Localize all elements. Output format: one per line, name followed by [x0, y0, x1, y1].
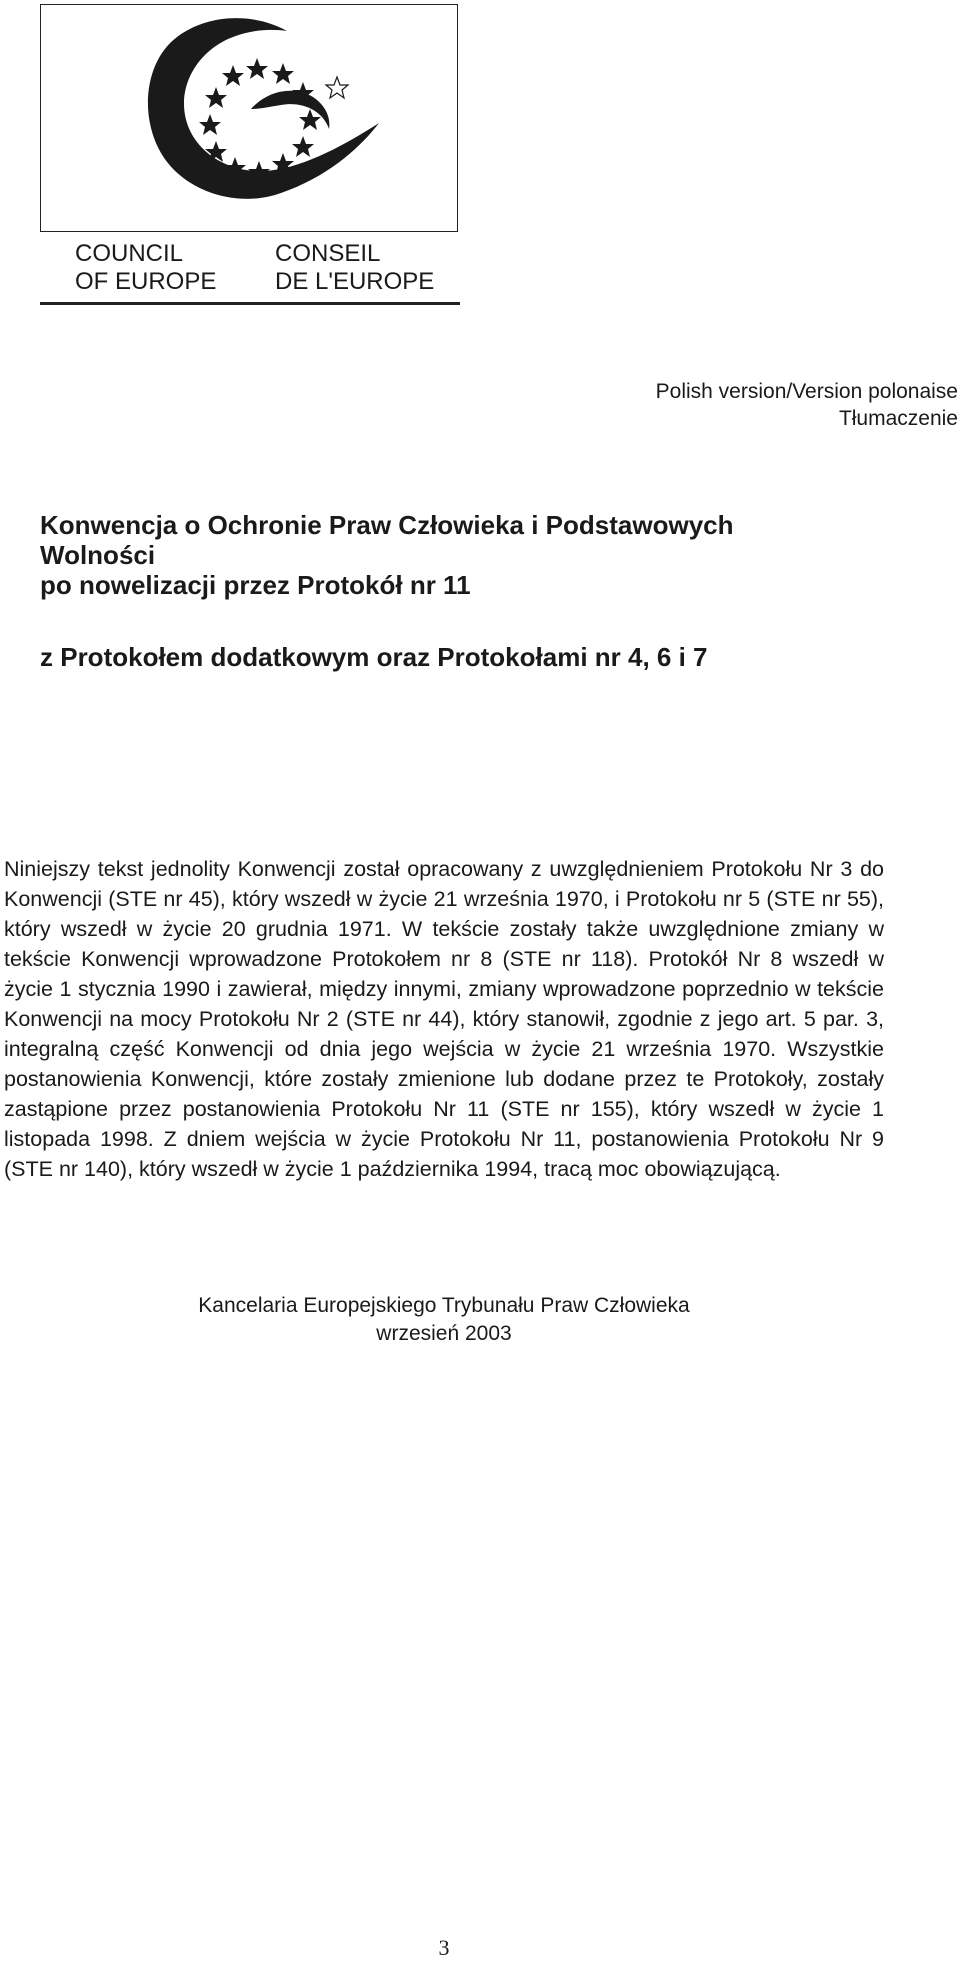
logo-org-name-fr: [275, 240, 434, 296]
footer-issuer: Kancelaria Europejskiego Trybunału Praw Człowieka: [198, 1294, 690, 1317]
star-icon: [246, 58, 268, 79]
council-of-europe-emblem-icon: [41, 5, 459, 233]
logo-org-name-en-line: OF EUROPE: [75, 268, 217, 295]
document-title: [40, 510, 900, 600]
star-icon: [205, 87, 227, 108]
logo-divider: [40, 302, 460, 305]
version-label: Polish version/Version polonaise: [655, 380, 958, 403]
logo-org-name-fr-line: CONSEIL: [275, 240, 381, 267]
star-icon: [272, 63, 294, 84]
star-icon: [199, 114, 221, 135]
logo-org-name-fr-line: DE L'EUROPE: [275, 268, 435, 295]
intro-paragraph: Niniejszy tekst jednolity Konwencji został opracowany z uwzględnieniem Protokołu Nr 3 do Konwencji (STE nr 45), który wszedł w życie 21 września 1970, i Protokołu nr 5 (STE nr 55), który wszedł w życie 20 grudnia 1971. W tekście zostały także uwzględnione zmiany w tekście Konwencji wprowadzone Protokołem nr 8 (STE nr 118). Protokół Nr 8 wszedł w życie 1 stycznia 1990 i zawierał, między innymi, zmiany wprowadzone poprzednio w tekście Konwencji na mocy Protokołu Nr 2 (STE nr 44), który stanowił, zgodnie z jego art. 5 par. 3, integralną część Konwencji od dnia jego wejścia w życie 21 września 1970. Wszystkie postanowienia Konwencji, które zostały zmienione lub dodane przez te Protokoły, zostały zastąpione przez postanowienia Protokołu Nr 11 (STE nr 155), który wszedł w życie 1 listopada 1998. Z dniem wejścia w życie Protokołu Nr 11, postanowienia Protokołu Nr 9 (STE nr 140), który wszedł w życie 1 października 1994, tracą moc obowiązującą.: [4, 856, 884, 1181]
version-note: [656, 378, 958, 432]
star-icon: [222, 65, 244, 86]
document-subtitle: z Protokołem dodatkowym oraz Protokołami nr 4, 6 i 7: [40, 642, 708, 672]
title-line: Konwencja o Ochronie Praw Człowieka i Podstawowych: [40, 510, 734, 540]
title-line: po nowelizacji przez Protokół nr 11: [40, 570, 471, 600]
footer-signature: [0, 1292, 888, 1348]
council-of-europe-logo: [40, 4, 458, 232]
logo-org-name-en-line: COUNCIL: [75, 240, 184, 267]
title-line: Wolności: [40, 540, 156, 570]
page-number: 3: [438, 1935, 450, 1960]
star-icon: [292, 136, 314, 157]
translation-label: Tłumaczenie: [838, 407, 958, 430]
footer-date: wrzesień 2003: [376, 1322, 512, 1345]
logo-org-name-en: [75, 240, 216, 296]
